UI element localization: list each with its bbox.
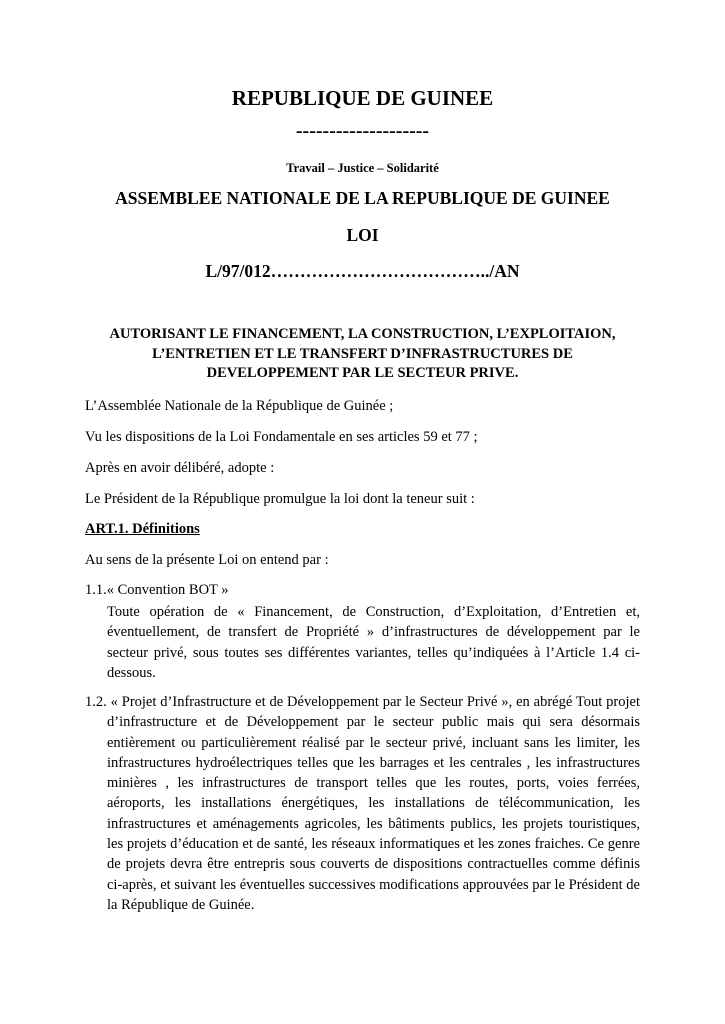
preamble-promulgation: Le Président de la République promulgue la loi dont la teneur suit : [85,491,475,507]
definition-2 [85,692,640,915]
definition-1-body: Toute opération de « Financement, de Construction, d’Exploitation, d’Entretien et, éventuellement, de transfert de Propriété » d’infrastructures de développement par le secteur privé, sous toutes ses différentes variantes, telles qu’indiquées à l’Article 1.4 ci-dessous. [107,604,640,681]
article-1-intro: Au sens de la présente Loi on entend par : [85,552,329,568]
subject-line-2: L’ENTRETIEN ET LE TRANSFERT D’INFRASTRUCTURES DE [152,345,573,362]
preamble-assembly: L’Assemblée Nationale de la République de Guinée ; [85,398,394,414]
definition-1-title: 1.1.« Convention BOT » [85,582,229,598]
national-motto: Travail – Justice – Solidarité [286,161,439,175]
assembly-title: ASSEMBLEE NATIONALE DE LA REPUBLIQUE DE GUINEE [115,188,610,208]
subject-line-1: AUTORISANT LE FINANCEMENT, LA CONSTRUCTION, L’EXPLOITAION, [109,326,616,342]
country-title: REPUBLIQUE DE GUINEE [231,86,494,110]
definition-2-text: 1.2. « Projet d’Infrastructure et de Développement par le Secteur Privé », en abrégé Tout projet d’infrastructure et de Développement par le secteur public mais qui sera désormais entièrement ou particulièrement réalisé par le secteur privé, incluant sans les limiter, les infrastructures hydroélectriques telles que les barrages et les centrales , les infrastructures minières , les infrastructures de transport telles que les routes, ports, voies ferrées, aéroports, les installations énergétiques, les installations de télécommunication, les infrastructures et aménagements agricoles, les bâtiments publics, les projets touristiques, les projets d’éducation et de santé, les réseaux informatiques et les zones fraiches. Ce genre de projets devra être entrepris sous couverts de dispositions contractuelles comme définis ci-après, et suivant les éventuelles successives modifications approuvées par le Président de la République de Guinée. [85,694,640,913]
title-separator: -------------------- [295,120,430,142]
preamble-deliberation: Après en avoir délibéré, adopte : [85,460,275,476]
preamble-provisions: Vu les dispositions de la Loi Fondamentale en ses articles 59 et 77 ; [85,429,478,445]
law-subject [60,325,665,384]
subject-line-3: DEVELOPPEMENT PAR LE SECTEUR PRIVE. [206,365,519,381]
law-number: L/97/012………………………………../AN [205,261,520,281]
article-1-heading: ART.1. Définitions [85,521,200,537]
document-type: LOI [346,225,379,245]
